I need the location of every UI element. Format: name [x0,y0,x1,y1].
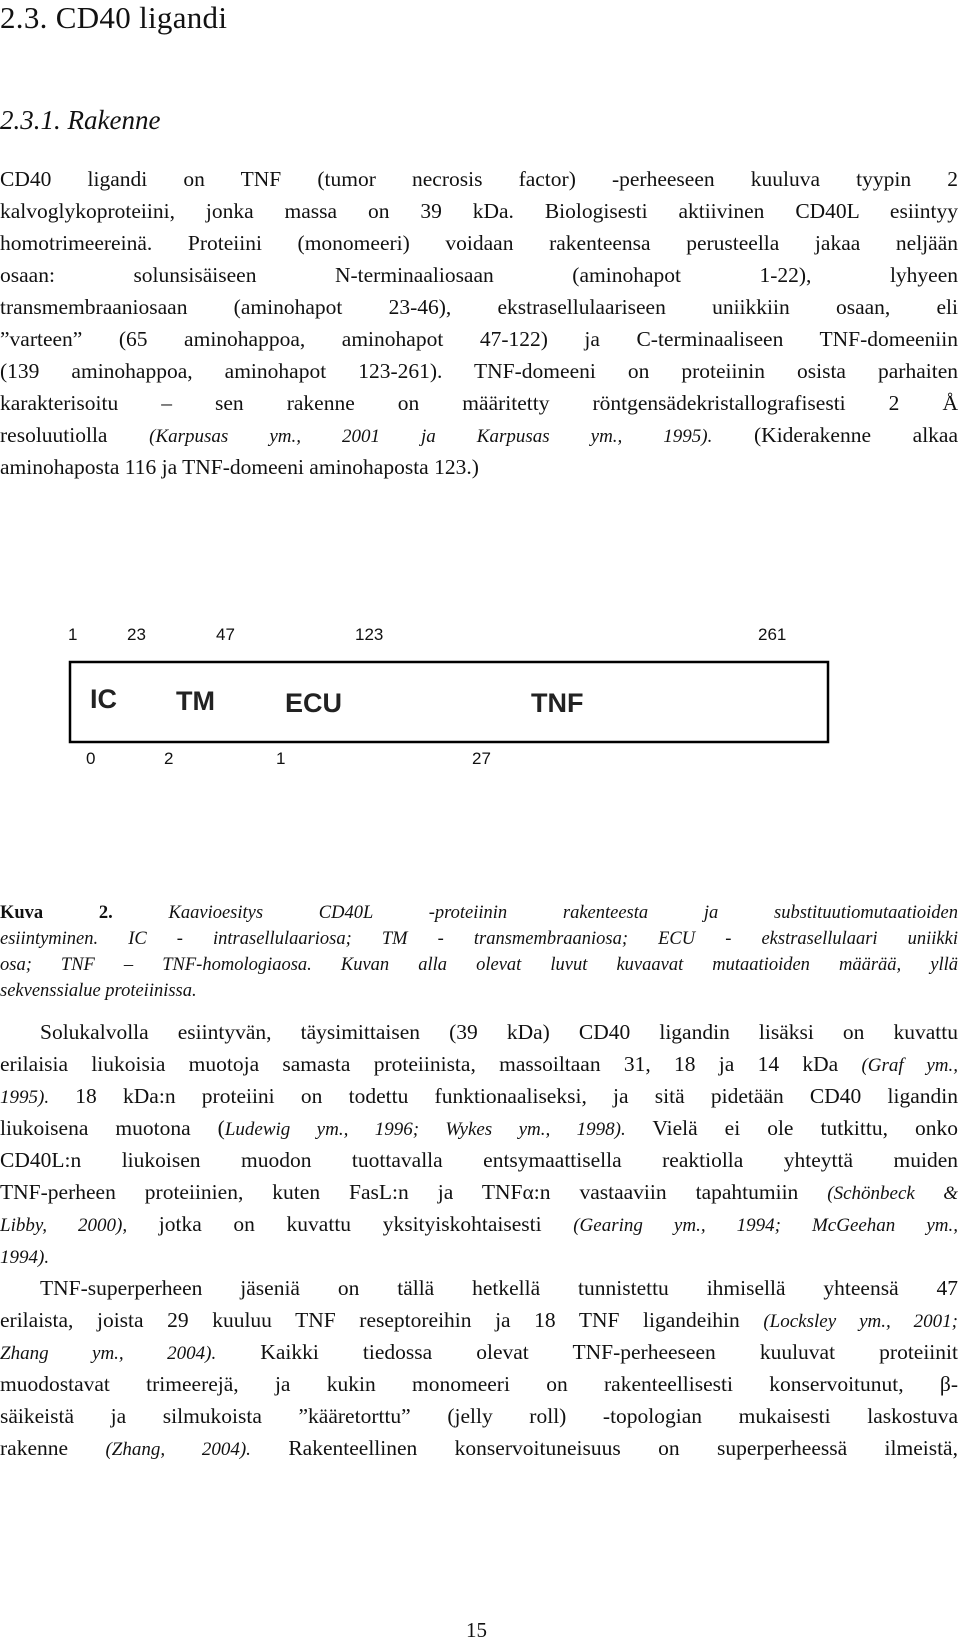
text-line [0,1208,958,1240]
caption-text: esiintyminen. IC - intrasellulaariosa; TM - transmembraaniosa; ECU - ekstrasellulaari uniikki [0,929,958,949]
text-line: CD40L:n liukoisen muodon tuottavalla entsymaattisella reaktiolla yhteyttä muiden [0,1148,958,1172]
segment-tm: TM [176,686,215,716]
caption-line [0,978,958,1004]
text-line [0,419,958,451]
caption-text: sekvenssialue proteiinissa. [0,981,197,1001]
text-line: Solukalvolla esiintyvän, täysimittaisen (39 kDa) CD40 ligandin lisäksi on kuvattu [40,1020,958,1044]
residue-number-23: 23 [127,625,146,644]
text-line: CD40 ligandi on TNF (tumor necrosis factor) -perheeseen kuuluva tyypin 2 [0,167,958,191]
citation: (Schönbeck & [827,1183,958,1204]
text-fragment: jotka on kuvattu yksityiskohtaisesti [127,1212,574,1236]
figure-caption [0,900,958,1004]
paragraph-structure [0,163,958,483]
text-line: osaan: solunsisäiseen N-terminaaliosaan (aminohapot 1-22), lyhyeen [0,263,958,287]
text-line: (139 aminohappoa, aminohapot 123-261). TNF-domeeni on proteiinin osista parhaiten [0,359,958,383]
text-line: ”varteen” (65 aminohappoa, aminohapot 47-122) ja C-terminaaliseen TNF-domeeniin [0,327,958,351]
text-line: TNF-superperheen jäseniä on tällä hetkellä tunnistettu ihmisellä yhteensä 47 [40,1276,958,1300]
text-line [0,1432,958,1464]
text-line [0,1304,958,1336]
caption-text: Kaavioesitys CD40L -proteiinin rakenteesta ja substituutiomutaatioiden [112,903,958,923]
text-line [0,1176,958,1208]
paragraph-soluble-forms [0,1016,958,1272]
text-fragment: Vielä ei ole tutkittu, onko [625,1116,958,1140]
text-fragment: erilaisia liukoisia muotoja samasta proteiinista, massoiltaan 31, 18 ja 14 kDa [0,1052,862,1076]
text-fragment: rakenne [0,1436,106,1460]
text-line: karakterisoitu – sen rakenne on määritetty röntgensädekristallografisesti 2 Å [0,391,958,415]
residue-number-261: 261 [758,625,787,644]
text-line: homotrimeereinä. Proteiini (monomeeri) voidaan rakenteensa perusteella jakaa neljään [0,231,958,255]
text-line [0,1240,958,1272]
text-line: säikeistä ja silmukoista ”kääretorttu” (jelly roll) -topologian mukaisesti laskostuva [0,1404,958,1428]
text-fragment: liukoisena muotona ( [0,1116,225,1140]
residue-number-123: 123 [355,625,384,644]
paragraph-tnf-superfamily [0,1272,958,1464]
text-line [0,1048,958,1080]
caption-line [0,926,958,952]
text-line: transmembraaniosaan (aminohapot 23-46), ekstrasellulaariseen uniikkiin osaan, eli [0,295,958,319]
citation: Ludewig ym., 1996; Wykes ym., 1998). [224,1119,626,1140]
text-line: aminohaposta 116 ja TNF-domeeni aminohaposta 123.) [0,455,479,479]
caption-text: osa; TNF – TNF-homologiaosa. Kuvan alla olevat luvut kuvaavat mutaatioiden määrää, yllä [0,955,958,975]
protein-domain-diagram [0,600,960,840]
section-heading: 2.3. CD40 ligandi [0,0,228,35]
residue-number-1: 1 [68,625,78,644]
citation: 1994). [0,1247,50,1268]
segment-ic: IC [90,684,117,714]
text-fragment: TNF-perheen proteiinien, kuten FasL:n ja TNFα:n vastaaviin tapahtumiin [0,1180,828,1204]
text-fragment: (Kiderakenne alkaa [712,423,959,447]
subsection-heading: 2.3.1. Rakenne [0,105,161,135]
residue-number-47: 47 [216,625,235,644]
mutation-count: 27 [472,749,491,768]
citation: (Graf ym., [861,1055,958,1076]
page-number: 15 [466,1618,487,1642]
text-line [0,1336,958,1368]
caption-line [0,900,958,926]
citation: 1995). [0,1087,50,1108]
text-fragment: erilaista, joista 29 kuuluu TNF reseptoreihin ja 18 TNF ligandeihin [0,1308,764,1332]
citation: (Zhang, 2004). [105,1439,251,1460]
segment-tnf: TNF [531,688,584,718]
mutation-count: 2 [164,749,174,768]
text-line: muodostavat trimeerejä, ja kukin monomeeri on rakenteellisesti konservoitunut, β- [0,1372,958,1396]
caption-label: Kuva 2. [0,903,113,923]
mutation-count: 1 [276,749,286,768]
citation: (Gearing ym., 1994; McGeehan ym., [573,1215,958,1236]
mutation-count: 0 [86,749,96,768]
text-line [0,1080,958,1112]
citation: Libby, 2000), [0,1215,128,1236]
text-fragment: 18 kDa:n proteiini on todettu funktionaaliseksi, ja sitä pidetään CD40 ligandin [49,1084,958,1108]
text-fragment: Kaikki tiedossa olevat TNF-perheeseen kuuluvat proteiinit [216,1340,958,1364]
text-fragment: resoluutiolla [0,423,150,447]
caption-line [0,952,958,978]
text-line: kalvoglykoproteiini, jonka massa on 39 kDa. Biologisesti aktiivinen CD40L esiintyy [0,199,958,223]
segment-ecu: ECU [285,688,343,718]
citation: Zhang ym., 2004). [0,1343,217,1364]
citation: (Locksley ym., 2001; [763,1311,958,1332]
text-line [0,1112,958,1144]
citation: (Karpusas ym., 2001 ja Karpusas ym., 1995). [149,426,713,447]
text-fragment: Rakenteellinen konservoituneisuus on superperheessä ilmeistä, [250,1436,958,1460]
